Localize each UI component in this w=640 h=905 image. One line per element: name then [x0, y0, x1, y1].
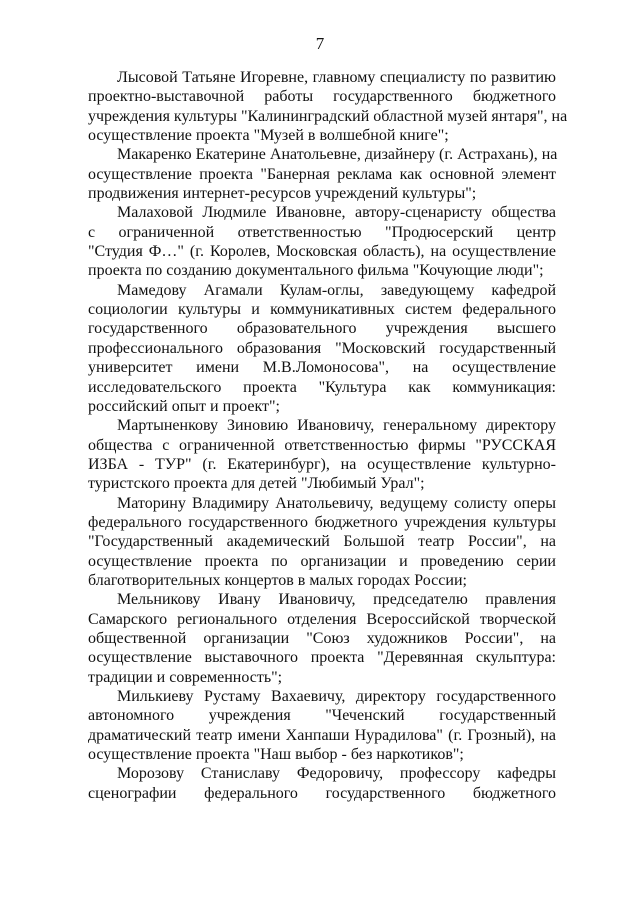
text-line: Мартыненкову Зиновию Ивановичу, генеральному директору [117, 417, 556, 435]
paragraph [88, 416, 556, 493]
paragraph [88, 687, 556, 764]
text-line: федерального государственного бюджетного учреждения культуры [88, 513, 556, 531]
text-line: Маторину Владимиру Анатольевичу, ведущему солисту оперы [117, 494, 556, 512]
text-line: осуществление проекта по организации и проведению серии [88, 552, 556, 570]
text-line: осуществление проекта "Банерная реклама как основной элемент [88, 165, 556, 183]
text-line: "Студия Ф…" (г. Королев, Московская область), на осуществление [88, 243, 556, 261]
text-line: социологии культуры и коммуникативных систем федерального [88, 301, 556, 319]
text-line: проекта по созданию документального фильма "Кочующие люди"; [88, 262, 544, 280]
paragraph [88, 203, 556, 280]
text-line: туристского проекта для детей "Любимый Урал"; [88, 475, 425, 493]
document-body [88, 68, 568, 803]
text-line: российский опыт и проект"; [88, 397, 280, 415]
text-line: Макаренко Екатерине Анатольевне, дизайнеру (г. Астрахань), на [117, 146, 558, 164]
text-line: "Государственный академический Большой театр России", на [88, 533, 556, 551]
text-line: общества с ограниченной ответственностью фирмы "РУССКАЯ [88, 436, 556, 454]
paragraph [88, 590, 556, 687]
text-line: традиции и современность"; [88, 668, 283, 686]
text-line: государственного образовательного учреждения высшего [88, 320, 556, 338]
text-line: проектно-выставочной работы государственного бюджетного [88, 88, 556, 106]
text-line: Мельникову Ивану Ивановичу, председателю правления [117, 591, 556, 609]
text-line: продвижения интернет-ресурсов учреждений культуры"; [88, 185, 477, 203]
text-line: ИЗБА - ТУР" (г. Екатеринбург), на осуществление культурно- [88, 455, 556, 473]
text-line: осуществление проекта "Музей в волшебной книге"; [88, 127, 449, 145]
text-line: учреждения культуры "Калининградский областной музей янтаря", на [88, 107, 568, 125]
text-line: Малаховой Людмиле Ивановне, автору-сценаристу общества [117, 204, 556, 222]
paragraph [88, 145, 556, 203]
text-line: университет имени М.В.Ломоносова", на осуществление [88, 359, 556, 377]
text-line: осуществление выставочного проекта "Деревянная скульптура: [88, 649, 556, 667]
paragraph [88, 764, 556, 803]
text-line: профессионального образования "Московский государственный [88, 339, 556, 357]
text-line: общественной организации "Союз художников России", на [88, 629, 556, 647]
text-line: исследовательского проекта "Культура как коммуникация: [88, 378, 556, 396]
text-line: Самарского регионального отделения Всероссийской творческой [88, 610, 556, 628]
paragraph [88, 68, 568, 145]
text-line: благотворительных концертов в малых городах России; [88, 571, 467, 589]
paragraph [88, 281, 556, 416]
text-line: осуществление проекта "Наш выбор - без наркотиков"; [88, 746, 464, 764]
text-line: сценографии федерального государственного бюджетного [88, 784, 556, 802]
text-line: Морозову Станиславу Федоровичу, профессору кафедры [117, 765, 556, 783]
text-line: Милькиеву Рустаму Вахаевичу, директору государственного [117, 688, 556, 705]
text-line: с ограниченной ответственностью "Продюсерский центр [88, 223, 556, 241]
text-line: Мамедову Агамали Кулам-оглы, заведующему кафедрой [117, 281, 556, 299]
paragraph [88, 494, 556, 591]
text-line: драматический театр имени Ханпаши Нурадилова" (г. Грозный), на [88, 726, 556, 744]
text-line: Лысовой Татьяне Игоревне, главному специалисту по развитию [117, 69, 556, 86]
page-number: 7 [315, 34, 325, 53]
text-line: автономного учреждения "Чеченский государственный [88, 707, 556, 725]
